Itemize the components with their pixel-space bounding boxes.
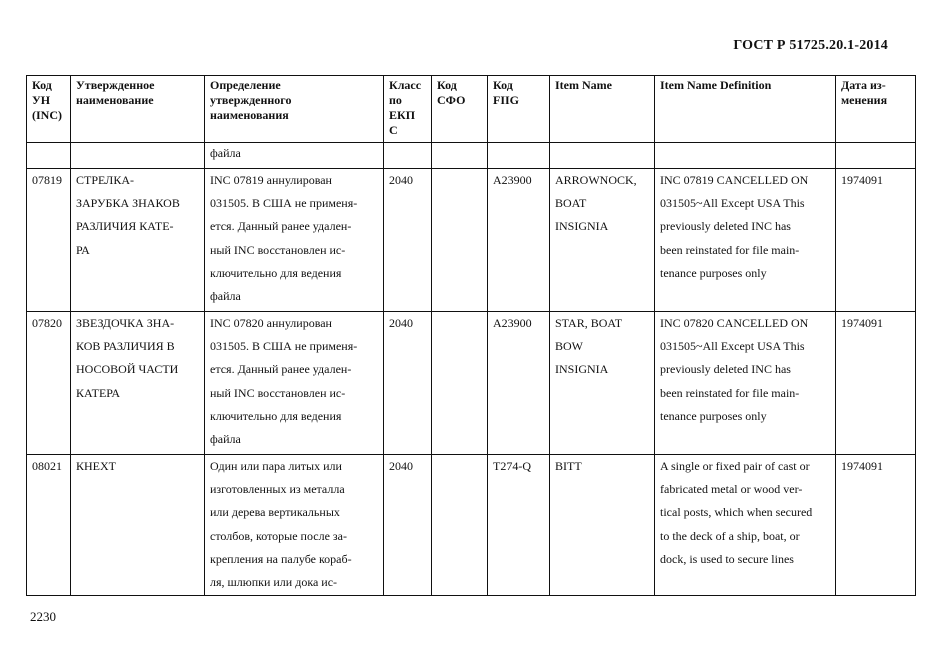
definition-cell: INC 07820 аннулирован 031505. В США не применя- ется. Данный ранее удален- ный INC восстановлен ис- ключительно для ведения файла: [205, 312, 384, 455]
approved-name-cell: ЗВЕЗДОЧКА ЗНА- КОВ РАЗЛИЧИЯ В НОСОВОЙ ЧАСТИ КАТЕРА: [71, 312, 205, 455]
column-header-definition: Определение утвержденного наименования: [205, 76, 384, 143]
table-cell: [71, 143, 205, 169]
table-row: [27, 455, 916, 596]
inc-cell: 07819: [27, 169, 71, 312]
document-title: ГОСТ Р 51725.20.1-2014: [733, 38, 888, 53]
change-date-cell: 1974091: [836, 169, 916, 312]
column-header-item-definition: Item Name Definition: [655, 76, 836, 143]
fiig-cell: A23900: [488, 169, 550, 312]
table-cell: [836, 143, 916, 169]
table-row: [27, 312, 916, 455]
column-header-inc: Код УН (INC): [27, 76, 71, 143]
table-cell: [384, 143, 432, 169]
table-cell: [27, 143, 71, 169]
change-date-cell: 1974091: [836, 312, 916, 455]
definition-cell: Один или пара литых или изготовленных из металла или дерева вертикальных столбов, которые после за- крепления на палубе кораб- ля, шлюпки или дока ис-: [205, 455, 384, 596]
definition-cell: INC 07819 аннулирован 031505. В США не применя- ется. Данный ранее удален- ный INC восстановлен ис- ключительно для ведения файла: [205, 169, 384, 312]
fiig-cell: T274-Q: [488, 455, 550, 596]
table-cell: [488, 143, 550, 169]
sfo-cell: [432, 169, 488, 312]
column-header-change-date: Дата из- менения: [836, 76, 916, 143]
item-definition-cell: A single or fixed pair of cast or fabricated metal or wood ver- tical posts, which when secured to the deck of a ship, boat, or dock, is used to secure lines: [655, 455, 836, 596]
table-cell: [550, 143, 655, 169]
change-date-cell: 1974091: [836, 455, 916, 596]
table-cell: файла: [205, 143, 384, 169]
column-header-item-name: Item Name: [550, 76, 655, 143]
class-cell: 2040: [384, 169, 432, 312]
class-cell: 2040: [384, 455, 432, 596]
column-header-approved-name: Утвержденное наименование: [71, 76, 205, 143]
approved-name-cell: КНЕХТ: [71, 455, 205, 596]
column-header-fiig: Код FIIG: [488, 76, 550, 143]
item-name-cell: STAR, BOAT BOW INSIGNIA: [550, 312, 655, 455]
column-header-class: Класс по ЕКП С: [384, 76, 432, 143]
table-cell: [655, 143, 836, 169]
item-name-cell: ARROWNOCK, BOAT INSIGNIA: [550, 169, 655, 312]
item-name-cell: BITT: [550, 455, 655, 596]
fiig-cell: A23900: [488, 312, 550, 455]
item-definition-cell: INC 07820 CANCELLED ON 031505~All Except USA This previously deleted INC has been reinstated for file main- tenance purposes only: [655, 312, 836, 455]
class-cell: 2040: [384, 312, 432, 455]
classification-table: [26, 75, 916, 596]
page-number: 2230: [30, 609, 56, 624]
sfo-cell: [432, 312, 488, 455]
approved-name-cell: СТРЕЛКА- ЗАРУБКА ЗНАКОВ РАЗЛИЧИЯ КАТЕ- РА: [71, 169, 205, 312]
table-cell: [432, 143, 488, 169]
continuation-row: [27, 143, 916, 169]
inc-cell: 08021: [27, 455, 71, 596]
table-row: [27, 169, 916, 312]
sfo-cell: [432, 455, 488, 596]
table-header-row: [27, 76, 916, 143]
column-header-sfo: Код СФО: [432, 76, 488, 143]
inc-cell: 07820: [27, 312, 71, 455]
item-definition-cell: INC 07819 CANCELLED ON 031505~All Except USA This previously deleted INC has been reinstated for file main- tenance purposes only: [655, 169, 836, 312]
